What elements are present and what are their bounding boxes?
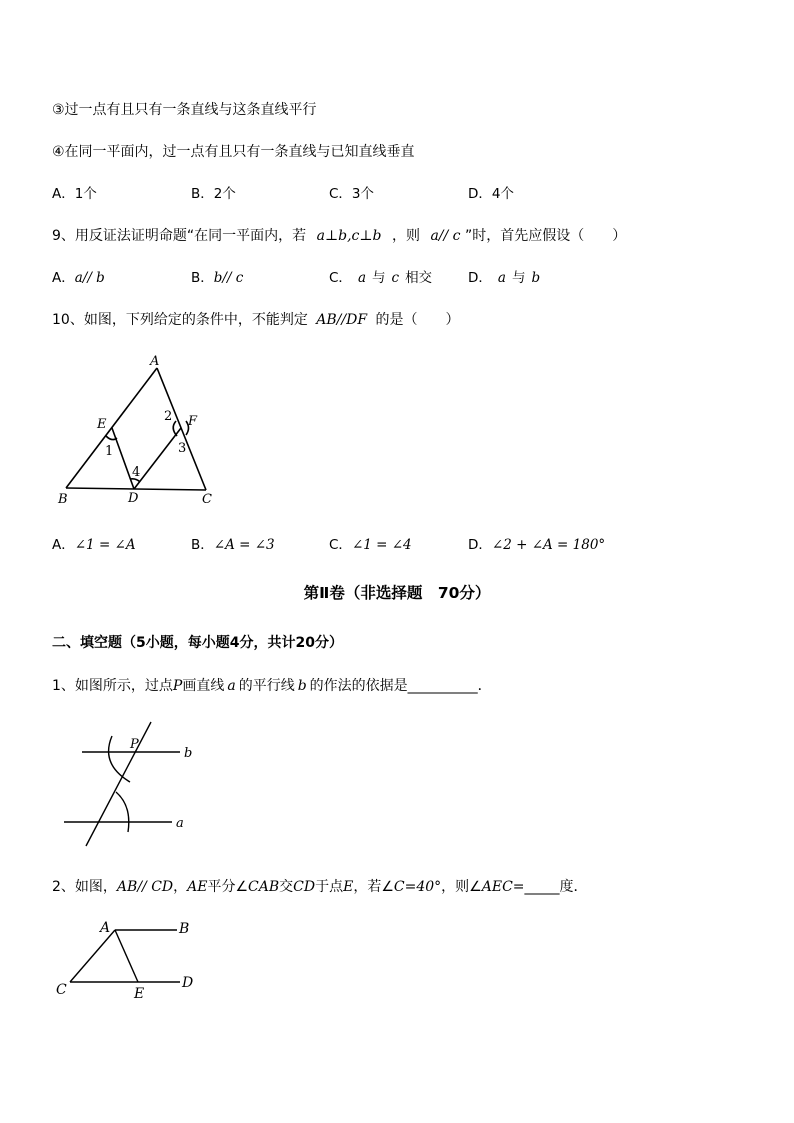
angle-3-arc	[186, 421, 189, 435]
q10-option-d-expr: ∠2 + ∠A = 180°	[491, 537, 606, 553]
q10-option-b	[191, 535, 275, 555]
fill2-prefix: 2、如图，	[52, 879, 117, 895]
fill1-mid2: 的平行线	[238, 678, 295, 694]
q8-option-a: A．1个	[52, 186, 97, 202]
transversal	[86, 722, 151, 846]
label-angle-3: 3	[178, 441, 187, 456]
fill-question-2	[52, 877, 588, 897]
statement-3: ③过一点有且只有一条直线与这条直线平行	[52, 102, 317, 118]
label-b: B	[179, 921, 190, 937]
fill2-mid1: 平分∠	[207, 879, 249, 895]
fill1-prefix: 1、如图所示，过点	[52, 678, 173, 694]
fill2-cab: CAB	[248, 879, 280, 895]
construction-arc-bottom	[116, 792, 129, 832]
label-d: D	[128, 491, 139, 506]
statement-4: ④在同一平面内，过一点有且只有一条直线与已知直线垂直	[52, 144, 415, 160]
q9-option-d	[468, 268, 540, 288]
segment-ac	[157, 368, 206, 490]
q8-option-b: B．2个	[191, 186, 236, 202]
segment-ac	[70, 930, 115, 982]
fill1-suffix: 的作法的依据是__________．	[309, 678, 492, 694]
label-line-a: a	[176, 816, 184, 831]
label-f: F	[188, 414, 198, 429]
q10-option-d-label: D．	[468, 537, 492, 553]
q10-option-a-label: A．	[52, 537, 75, 553]
fill2-mid4: ，若∠	[353, 879, 394, 895]
fill2-suffix: =_____度．	[512, 879, 588, 895]
q10-expr: AB//DF	[316, 312, 368, 328]
fill1-mid1: 画直线	[182, 678, 225, 694]
question-9	[52, 226, 626, 246]
q9-conclusion: a// c	[430, 228, 461, 244]
segment-bc	[66, 488, 206, 490]
q10-suffix: 的是（ ）	[375, 312, 460, 328]
angle-4-arc	[130, 479, 140, 482]
fill2-mid2: 交	[279, 879, 294, 895]
label-angle-1: 1	[105, 444, 114, 459]
q10-option-a	[52, 535, 136, 555]
label-p: P	[130, 737, 139, 752]
label-angle-4: 4	[132, 465, 141, 480]
fill-in-heading: 二、填空题（5小题，每小题4分，共计20分）	[52, 635, 343, 651]
q9-option-c-var1: a	[357, 270, 366, 286]
q8-option-d: D．4个	[468, 186, 514, 202]
q9-option-c	[329, 268, 432, 288]
fill1-line-b: b	[297, 678, 307, 694]
q10-option-b-label: B．	[191, 537, 214, 553]
q9-option-d-var2: b	[531, 270, 541, 286]
q9-option-c-word2: 相交	[405, 270, 433, 286]
q9-option-a-label: A．	[52, 270, 75, 286]
fill-question-1	[52, 676, 492, 696]
q9-option-b	[191, 268, 243, 288]
segment-ed	[112, 428, 134, 489]
label-d: D	[182, 975, 194, 991]
q10-option-a-expr: ∠1 = ∠A	[74, 537, 136, 553]
q10-option-b-expr: ∠A = ∠3	[213, 537, 275, 553]
fill2-c40: C=40°	[393, 879, 442, 895]
segment-ab	[66, 368, 157, 488]
label-a: A	[100, 920, 111, 936]
fill2-aec: AEC	[481, 879, 513, 895]
q10-prefix: 10、如图，下列给定的条件中，不能判定	[52, 312, 308, 328]
fill2-comma: ，	[173, 879, 188, 895]
label-angle-2: 2	[164, 409, 173, 424]
q9-option-b-expr: b// c	[213, 270, 244, 286]
segment-ae	[115, 930, 138, 982]
angle-2-arc	[173, 421, 177, 436]
label-e: E	[97, 417, 107, 432]
fill2-cd: CD	[293, 879, 316, 895]
construction-arc-top	[109, 736, 130, 782]
q9-option-c-word1: 与	[372, 270, 386, 286]
label-e: E	[134, 986, 145, 1002]
q10-option-c-label: C．	[329, 537, 352, 553]
label-a: A	[150, 354, 160, 369]
q9-option-c-label: C．	[329, 270, 352, 286]
q9-option-d-label: D．	[468, 270, 492, 286]
question-10	[52, 310, 460, 330]
q8-option-c: C．3个	[329, 186, 375, 202]
q9-condition: a⊥b,c⊥b	[316, 228, 382, 244]
fill2-ae: AE	[187, 879, 208, 895]
q9-mid: ，则	[391, 228, 420, 244]
fill2-mid5: ，则∠	[441, 879, 482, 895]
q10-option-c-expr: ∠1 = ∠4	[351, 537, 412, 553]
q10-option-c	[329, 535, 412, 555]
q9-option-c-var2: c	[391, 270, 400, 286]
fill1-line-a: a	[227, 678, 236, 694]
label-c: C	[202, 492, 212, 507]
q9-option-d-var1: a	[497, 270, 506, 286]
q9-option-d-word1: 与	[511, 270, 526, 286]
q10-option-d	[468, 535, 605, 555]
q9-suffix: ”时，首先应假设（ ）	[464, 228, 627, 244]
q9-option-b-label: B．	[191, 270, 214, 286]
fill1-point-p: P	[172, 678, 183, 694]
q9-prefix: 9、用反证法证明命题“在同一平面内，若	[52, 228, 307, 244]
label-b: B	[58, 492, 68, 507]
fill2-e: E	[343, 879, 354, 895]
segment-df	[134, 428, 181, 489]
section-2-title: 第Ⅱ卷（非选择题 70分）	[303, 584, 491, 602]
q9-option-a-expr: a// b	[74, 270, 105, 286]
fill2-ab-cd: AB// CD	[116, 879, 174, 895]
label-line-b: b	[184, 746, 193, 761]
angle-1-arc	[106, 436, 117, 440]
label-c: C	[56, 982, 67, 998]
q9-option-a	[52, 268, 105, 288]
fill2-mid3: 于点	[315, 879, 344, 895]
